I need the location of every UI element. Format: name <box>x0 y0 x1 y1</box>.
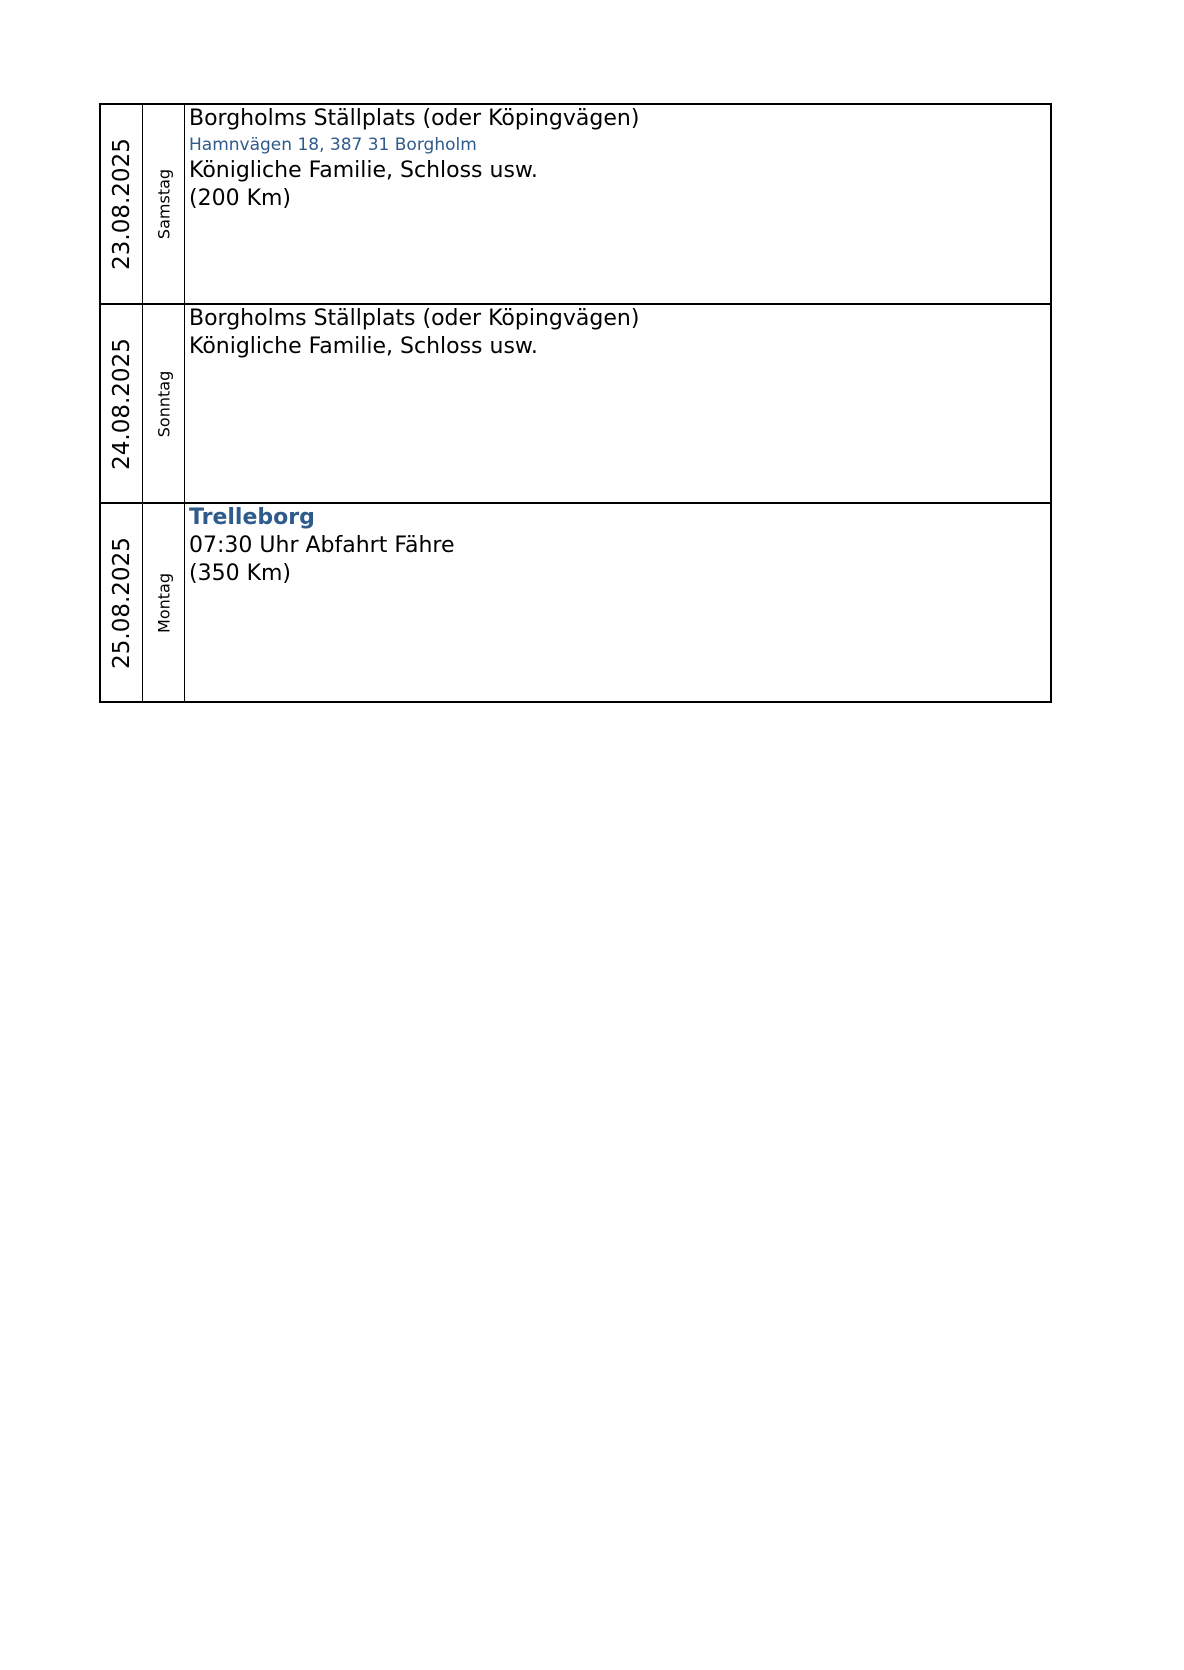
location-line: Borgholms Ställplats (oder Köpingvägen) <box>189 306 640 331</box>
day-details <box>185 305 1050 502</box>
distance-line: (350 Km) <box>189 561 292 586</box>
day-row-2 <box>101 303 1050 502</box>
weekday-label: Samstag <box>154 168 173 240</box>
date-cell <box>101 504 143 701</box>
date-label: 24.08.2025 <box>108 337 135 470</box>
weekday-label: Montag <box>154 572 173 633</box>
activity-line: Königliche Familie, Schloss usw. <box>189 158 538 183</box>
day-details <box>185 105 1050 303</box>
ferry-departure-line: 07:30 Uhr Abfahrt Fähre <box>189 533 455 558</box>
location-line: Borgholms Ställplats (oder Köpingvägen) <box>189 106 640 131</box>
date-cell <box>101 105 143 303</box>
day-row-3 <box>101 502 1050 701</box>
day-details <box>185 504 1050 701</box>
activity-line: Königliche Familie, Schloss usw. <box>189 334 538 359</box>
weekday-label: Sonntag <box>154 370 173 437</box>
date-cell <box>101 305 143 502</box>
weekday-cell <box>143 504 185 701</box>
place-heading: Trelleborg <box>189 505 315 530</box>
distance-line: (200 Km) <box>189 186 292 211</box>
date-label: 23.08.2025 <box>108 138 135 270</box>
itinerary-table <box>99 103 1052 703</box>
weekday-cell <box>143 105 185 303</box>
address-line: Hamnvägen 18, 387 31 Borgholm <box>189 135 477 155</box>
day-row-1 <box>101 105 1050 303</box>
date-label: 25.08.2025 <box>108 536 135 669</box>
weekday-cell <box>143 305 185 502</box>
